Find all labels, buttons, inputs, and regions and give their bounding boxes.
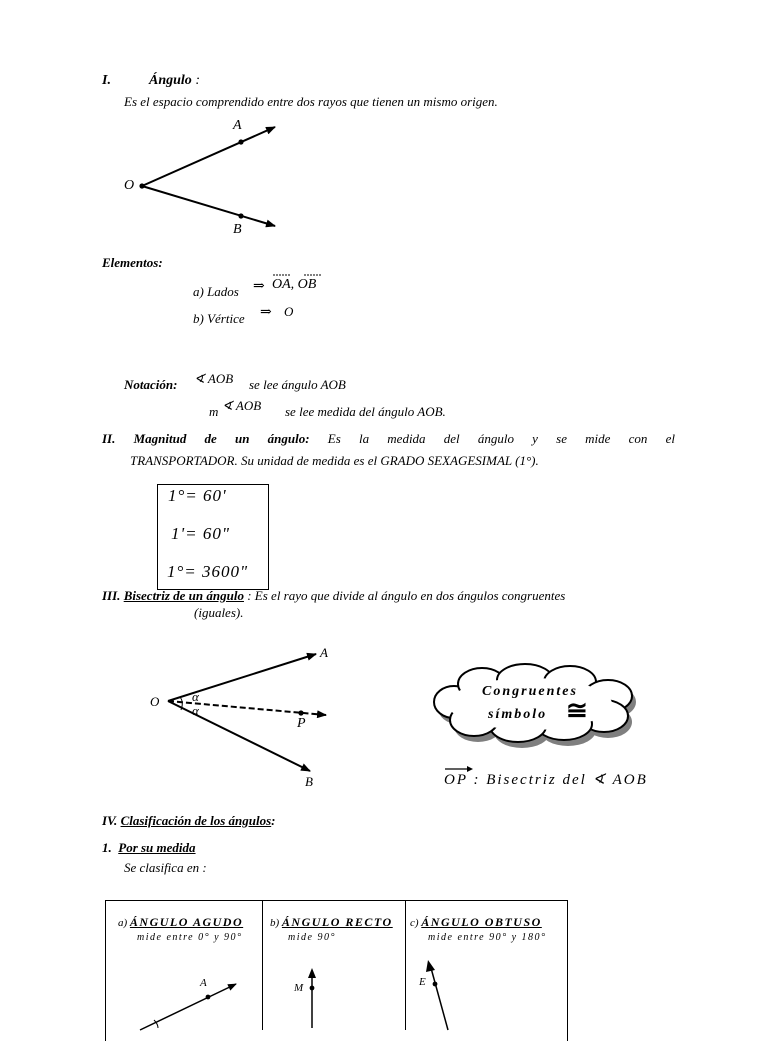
angle-figure (120, 115, 320, 245)
col-a-point-label: A (200, 977, 207, 989)
bisector-figure (160, 640, 360, 790)
ray-oa (142, 127, 275, 186)
sides-arrow: ⇒ (253, 279, 265, 294)
col-a-desc: mide entre 0° y 90° (137, 932, 243, 943)
ray-ob (142, 186, 275, 226)
vertex-arrow: ⇒ (260, 305, 272, 320)
section-3-line-2: (iguales). (194, 605, 244, 620)
section-4-heading (102, 813, 276, 829)
col-b-point-label: M (294, 982, 304, 994)
point-b (238, 213, 243, 218)
col-b-prefix: b) (270, 917, 280, 929)
fig2-label-p: P (297, 716, 306, 731)
right-angle-figure (302, 968, 322, 1028)
vertex-o (139, 183, 144, 188)
col-a-name: ÁNGULO AGUDO (129, 915, 244, 929)
elements-heading: Elementos: (102, 255, 163, 270)
section-1-numeral: I. (102, 73, 111, 88)
fig1-label-a: A (233, 118, 242, 133)
col-c-name: ÁNGULO OBTUSO (421, 915, 542, 929)
section-2-numeral: II. (102, 431, 116, 446)
fig1-label-o: O (124, 178, 135, 193)
point-a (238, 139, 243, 144)
bisector-caption: OP : Bisectriz del ∢ AOB (444, 772, 648, 788)
col-b-desc: mide 90° (288, 932, 336, 943)
section-2-line-1 (102, 431, 675, 447)
section-2-title: Magnitud de un ángulo: (133, 431, 310, 446)
col-a-header (118, 915, 243, 930)
vertex-label: b) Vértice (193, 311, 245, 326)
col-c-point-label: E (419, 976, 426, 988)
fig2-label-a: A (320, 645, 328, 660)
notation-symbol-2: ∢ AOB (222, 398, 262, 413)
col-b-name: ÁNGULO RECTO (281, 915, 393, 929)
section-1-title: Ángulo (149, 73, 192, 88)
notation-symbol-1: ∢ AOB (194, 371, 234, 386)
subsection-number: 1. (102, 840, 112, 855)
fig2-label-o: O (150, 694, 160, 709)
fig2-alpha-2: α (192, 703, 199, 718)
subsection-title: Por su medida (118, 840, 196, 855)
subsection-text: Se clasifica en : (124, 860, 207, 875)
point-p (298, 710, 303, 715)
units-eq-1: 1°= 60' (168, 486, 227, 505)
notation-m-prefix: m (209, 404, 219, 419)
notation-heading: Notación: (124, 377, 178, 392)
section-1-title-wrap (149, 73, 200, 89)
section-4-colon: : (271, 813, 276, 828)
col-c-desc: mide entre 90° y 180° (428, 932, 547, 943)
section-1-title-colon: : (195, 73, 200, 88)
table-divider-2 (405, 900, 406, 1030)
sides-label: a) Lados (193, 284, 239, 299)
units-eq-2: 1'= 60" (171, 524, 230, 543)
vertex-value: O (284, 304, 294, 319)
col-b-header (270, 915, 393, 930)
cloud-line-2: símbolo (488, 707, 548, 722)
section-3-numeral: III. (102, 588, 121, 603)
notation-reads-2: se lee medida del ángulo AOB. (285, 404, 446, 419)
sides-vector-marks (272, 273, 332, 279)
section-2-line-2: TRANSPORTADOR. Su unidad de medida es el GRADO SEXAGESIMAL (1°). (130, 453, 539, 468)
table-divider-1 (262, 900, 263, 1030)
col-c-prefix: c) (410, 917, 419, 929)
angle-definition: Es el espacio comprendido entre dos rayos que tienen un mismo origen. (124, 94, 498, 109)
obtuse-angle-figure (422, 960, 462, 1030)
section-2-text-1: Es la medida del ángulo y se mide con el (327, 431, 675, 446)
section-3-line-1 (102, 588, 565, 604)
notation-reads-1: se lee ángulo AOB (249, 377, 346, 392)
section-4-title: Clasificación de los ángulos (120, 813, 272, 828)
fig2-alpha-1: α (192, 689, 199, 704)
section-3-text-1: : Es el rayo que divide al ángulo en dos ángulos congruentes (243, 588, 566, 603)
ray-oa-2 (168, 654, 316, 701)
section-4-numeral: IV. (102, 813, 118, 828)
col-a-prefix: a) (118, 917, 128, 929)
fig1-label-b: B (233, 222, 242, 237)
fig2-label-b: B (305, 774, 313, 789)
subsection-heading (102, 840, 196, 856)
col-c-header (410, 915, 542, 930)
units-eq-3: 1°= 3600" (167, 562, 249, 581)
sides-value: OA, OB (272, 277, 317, 292)
cloud-line-1: Congruentes (482, 684, 578, 699)
congruent-symbol: ≅ (566, 696, 588, 725)
section-3-title: Bisectriz de un ángulo (123, 588, 244, 603)
acute-angle-figure (140, 980, 260, 1030)
